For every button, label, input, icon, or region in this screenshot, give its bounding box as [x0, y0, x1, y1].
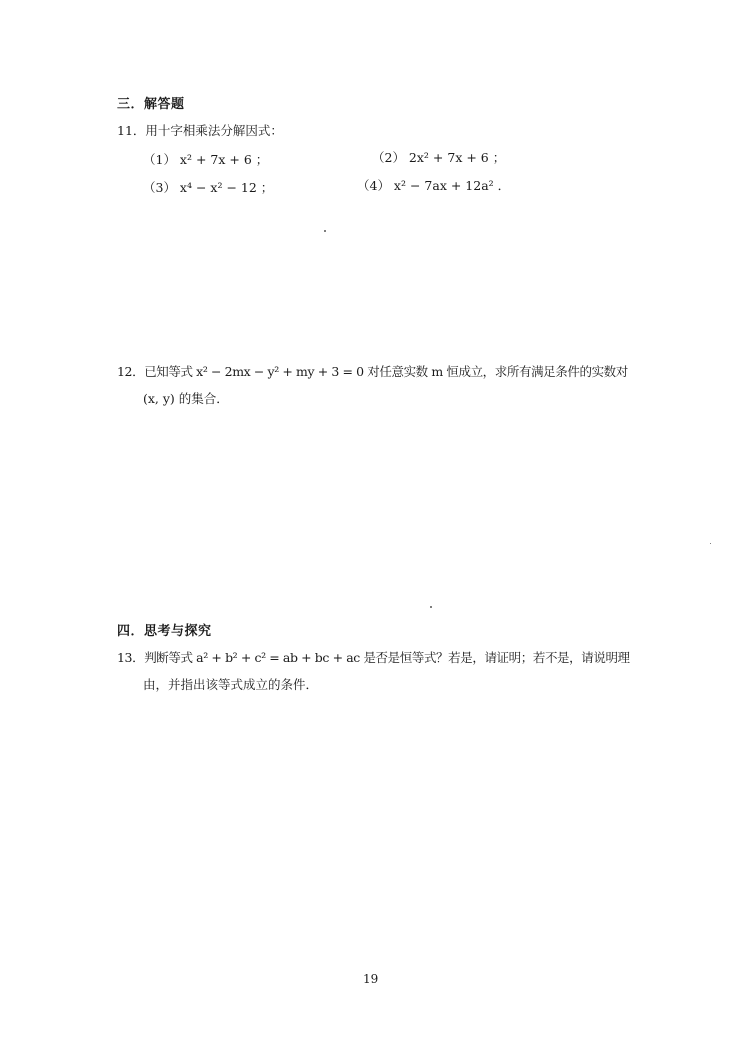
question-12-line-2: (x, y) 的集合． — [143, 391, 229, 406]
section-3-heading: 三．解答题 — [117, 97, 185, 112]
question-11-item-1: （1） x² + 7x + 6 ； — [143, 152, 269, 167]
question-11-prompt: 11．用十字相乘法分解因式： — [117, 123, 283, 138]
question-13-line-1: 13．判断等式 a² + b² + c² = ab + bc + ac 是否是恒等式？若是，请证明；若不是，请说明理 — [117, 650, 630, 665]
question-11-item-4: （4） x² − 7ax + 12a² ． — [357, 178, 511, 193]
question-12-line-1: 12．已知等式 x² − 2mx − y² + my + 3 = 0 对任意实数 m 恒成立，求所有满足条件的实数对 — [117, 364, 628, 379]
question-13-line-2: 由，并指出该等式成立的条件． — [143, 677, 319, 692]
scan-speck — [430, 606, 432, 608]
section-4-heading: 四．思考与探究 — [117, 624, 212, 639]
scan-speck — [710, 543, 711, 544]
page-number: 19 — [363, 972, 379, 986]
question-11-item-2: （2） 2x² + 7x + 6 ； — [372, 150, 506, 165]
scan-speck — [324, 230, 326, 232]
question-11-item-3: （3） x⁴ − x² − 12 ； — [143, 180, 274, 195]
